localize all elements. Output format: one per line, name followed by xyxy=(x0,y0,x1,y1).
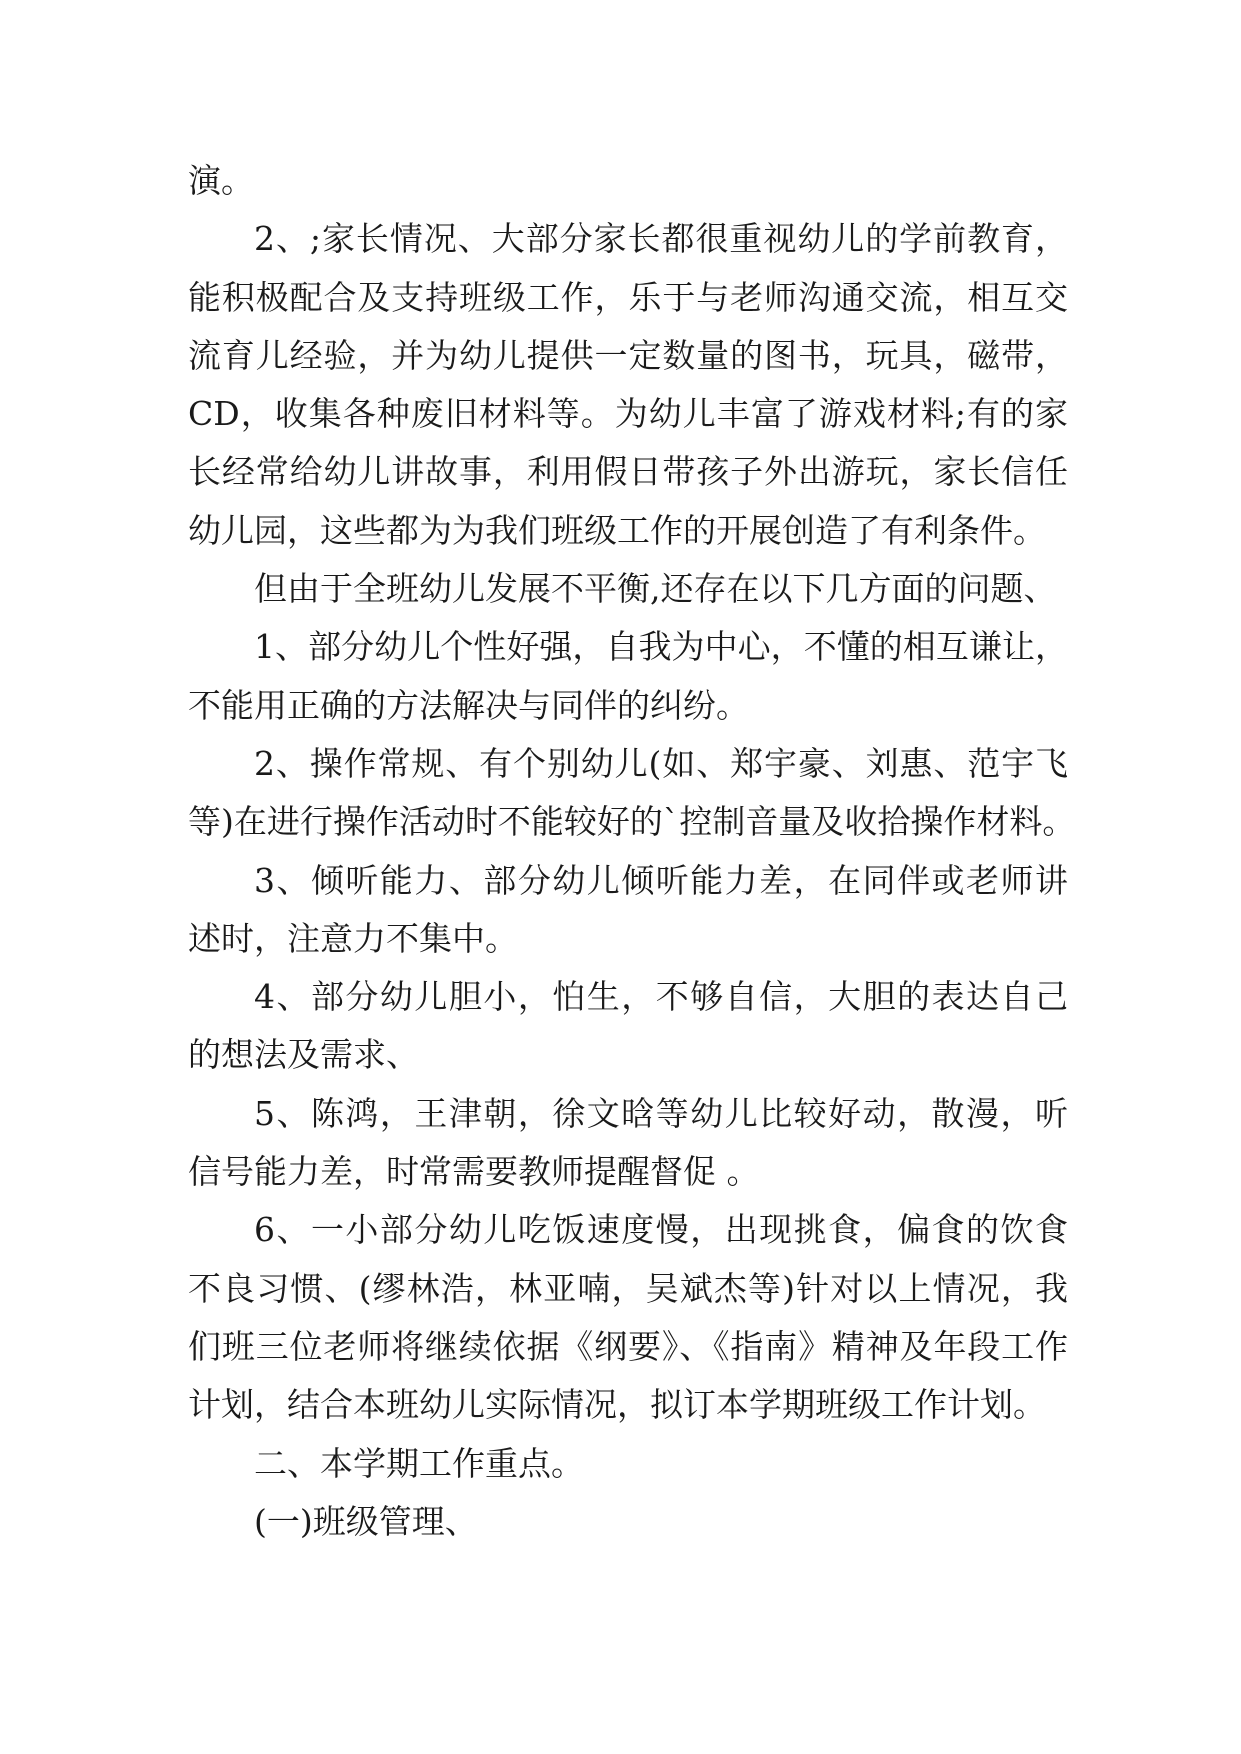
text-line: 演。 xyxy=(188,161,254,200)
text-line: 计划，结合本班幼儿实际情况，拟订本学期班级工作计划。 xyxy=(188,1385,1046,1425)
text-line: CD，收集各种废旧材料等。为幼儿丰富了游戏材料;有的家 xyxy=(188,394,1068,434)
text-line: 流育儿经验，并为幼儿提供一定数量的图书，玩具，磁带， xyxy=(188,335,1068,375)
text-line: (一)班级管理、 xyxy=(254,1501,478,1541)
text-line: 6、一小部分幼儿吃饭速度慢，出现挑食，偏食的饮食 xyxy=(254,1210,1068,1250)
text-line: 幼儿园，这些都为为我们班级工作的开展创造了有利条件。 xyxy=(188,510,1046,550)
text-line: 不良习惯、(缪林浩，林亚喃，吴斌杰等)针对以上情况，我 xyxy=(188,1268,1068,1308)
text-line: 但由于全班幼儿发展不平衡,还存在以下几方面的问题、 xyxy=(254,569,1057,609)
text-line: 信号能力差，时常需要教师提醒督促 。 xyxy=(188,1152,760,1192)
text-line: 5、陈鸿，王津朝，徐文晗等幼儿比较好动，散漫，听 xyxy=(254,1093,1068,1133)
text-line: 3、倾听能力、部分幼儿倾听能力差，在同伴或老师讲 xyxy=(254,860,1068,900)
text-line: 能积极配合及支持班级工作，乐于与老师沟通交流，相互交 xyxy=(188,277,1068,317)
text-line: 2、;家长情况、大部分家长都很重视幼儿的学前教育， xyxy=(254,219,1068,259)
text-line: 述时，注意力不集中。 xyxy=(188,918,518,958)
text-line: 们班三位老师将继续依据《纲要》、《指南》精神及年段工作 xyxy=(188,1326,1068,1366)
text-line: 4、部分幼儿胆小，怕生，不够自信，大胆的表达自己 xyxy=(254,977,1068,1017)
text-line: 长经常给幼儿讲故事，利用假日带孩子外出游玩，家长信任 xyxy=(188,452,1068,492)
text-line: 1、部分幼儿个性好强，自我为中心，不懂的相互谦让， xyxy=(254,627,1068,667)
text-line: 等)在进行操作活动时不能较好的`控制音量及收拾操作材料。 xyxy=(188,802,1076,842)
text-line: 2、操作常规、有个别幼儿(如、郑宇豪、刘惠、范宇飞 xyxy=(254,743,1068,783)
text-line: 不能用正确的方法解决与同伴的纠纷。 xyxy=(188,685,749,725)
body-text xyxy=(188,152,1076,1551)
text-line: 二、本学期工作重点。 xyxy=(254,1443,584,1483)
text-line: 的想法及需求、 xyxy=(188,1035,419,1075)
